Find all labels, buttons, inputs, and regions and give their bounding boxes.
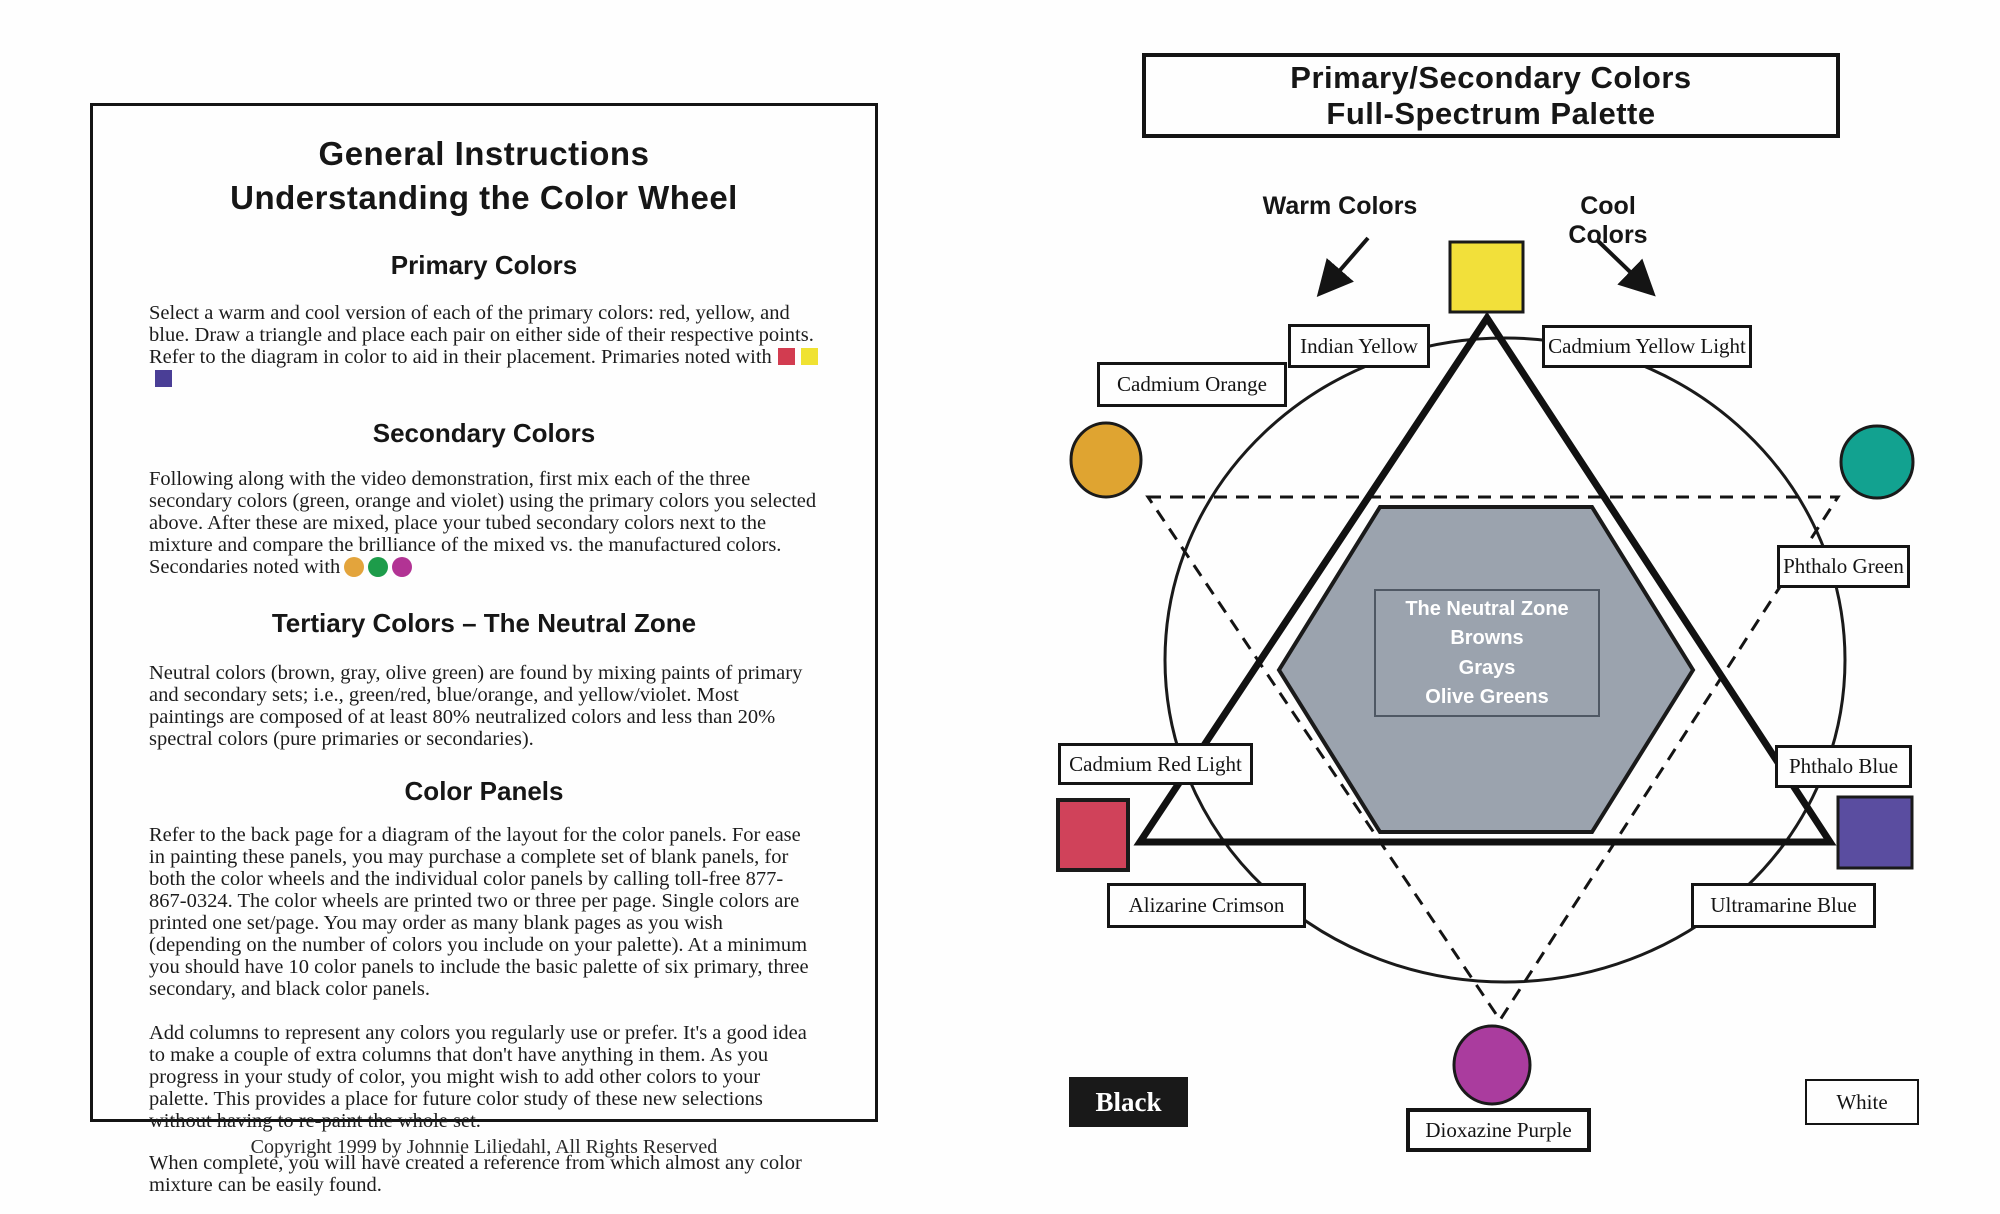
neutral-zone-olive-greens: Olive Greens: [1425, 685, 1549, 708]
neutral-zone-browns: Browns: [1450, 627, 1524, 650]
black-panel-label: Black: [1069, 1077, 1188, 1127]
label-dioxazine-purple: Dioxazine Purple: [1406, 1108, 1591, 1152]
white-panel-label: White: [1805, 1079, 1919, 1125]
paragraph-color-panels-2: Add columns to represent any colors you regularly use or prefer. It's a good idea to make a couple of extra columns that don't have anything in them. As you progress in your study of color, you might wish to add other colors to your palette. This provides a place for future color study of these new selections without having to re-paint the whole set.: [149, 1022, 807, 1132]
label-cadmium-orange: Cadmium Orange: [1097, 362, 1287, 407]
paragraph-secondary-text: Following along with the video demonstration, first mix each of the three secondary colors (green, orange and violet) using the primary colors you selected above. After these are mixed, place your tubed secondary colors next to the mixture and compare the brilliance of the mixed vs. the manufactured colors. Secondaries noted with: [149, 468, 817, 578]
warm-colors-label: Warm Colors: [1262, 192, 1418, 220]
page-title-line1: General Instructions: [318, 135, 650, 172]
purple-swatch: [1454, 1026, 1530, 1104]
heading-secondary-colors: Secondary Colors: [372, 418, 596, 448]
paragraph-primary-text: Select a warm and cool version of each of the primary colors: red, yellow, and blue. Draw a triangle and place each pair on either side of their respective points. Refer to the diagram in color to aid in their placement. Primaries noted with: [149, 302, 814, 368]
page-title-line2: Understanding the Color Wheel: [230, 179, 738, 216]
yellow-swatch: [1450, 242, 1523, 312]
cool-colors-label: Cool Colors: [1568, 192, 1648, 249]
neutral-zone-title: The Neutral Zone: [1405, 598, 1569, 621]
blue-violet-swatch: [1838, 797, 1912, 868]
heading-color-panels: Color Panels: [404, 776, 564, 806]
diagram-title-line2: Full-Spectrum Palette: [1326, 95, 1656, 131]
teal-green-swatch: [1841, 426, 1913, 498]
red-swatch: [1058, 800, 1128, 870]
label-cadmium-red-light: Cadmium Red Light: [1058, 743, 1253, 785]
label-ultramarine-blue: Ultramarine Blue: [1691, 883, 1876, 928]
orange-swatch: [1071, 423, 1141, 497]
label-cadmium-yellow-light: Cadmium Yellow Light: [1542, 325, 1752, 368]
copyright-line: Copyright 1999 by Johnnie Liliedahl, All Rights Reserved: [250, 1136, 718, 1158]
neutral-zone-grays: Grays: [1458, 656, 1516, 679]
paragraph-tertiary-colors: Neutral colors (brown, gray, olive green) are found by mixing paints of primary and secondary sets; i.e., green/red, blue/orange, and yellow/violet. Most paintings are composed of at least 80% neutralized colors and less than 20% spectral colors (pure primaries or secondaries).: [149, 662, 803, 750]
heading-tertiary-colors: Tertiary Colors – The Neutral Zone: [271, 608, 697, 638]
diagram-title-box: [1142, 53, 1840, 138]
neutral-zone-text-box: [1374, 589, 1600, 717]
diagram-title-line1: Primary/Secondary Colors: [1290, 59, 1692, 95]
label-phthalo-green: Phthalo Green: [1777, 545, 1910, 588]
label-phthalo-blue: Phthalo Blue: [1775, 745, 1912, 788]
warm-colors-arrow: [1322, 238, 1368, 291]
label-indian-yellow: Indian Yellow: [1288, 324, 1430, 368]
paragraph-color-panels-3: When complete, you will have created a reference from which almost any color mixture can be easily found.: [149, 1152, 802, 1196]
label-alizarine-crimson: Alizarine Crimson: [1107, 883, 1306, 928]
heading-primary-colors: Primary Colors: [390, 250, 578, 280]
paragraph-color-panels-1: Refer to the back page for a diagram of the layout for the color panels. For ease in painting these panels, you may purchase a complete set of blank panels, for both the color wheels and the individual color panels by calling toll-free 877-867-0324. The color wheels are printed two or three per page. Single colors are printed one set/page. You may order as many blank pages as you wish (depending on the number of colors you include on your palette). At a minimum you should have 10 color panels to include the basic palette of six primary, three secondary, and black color panels.: [149, 824, 809, 1000]
